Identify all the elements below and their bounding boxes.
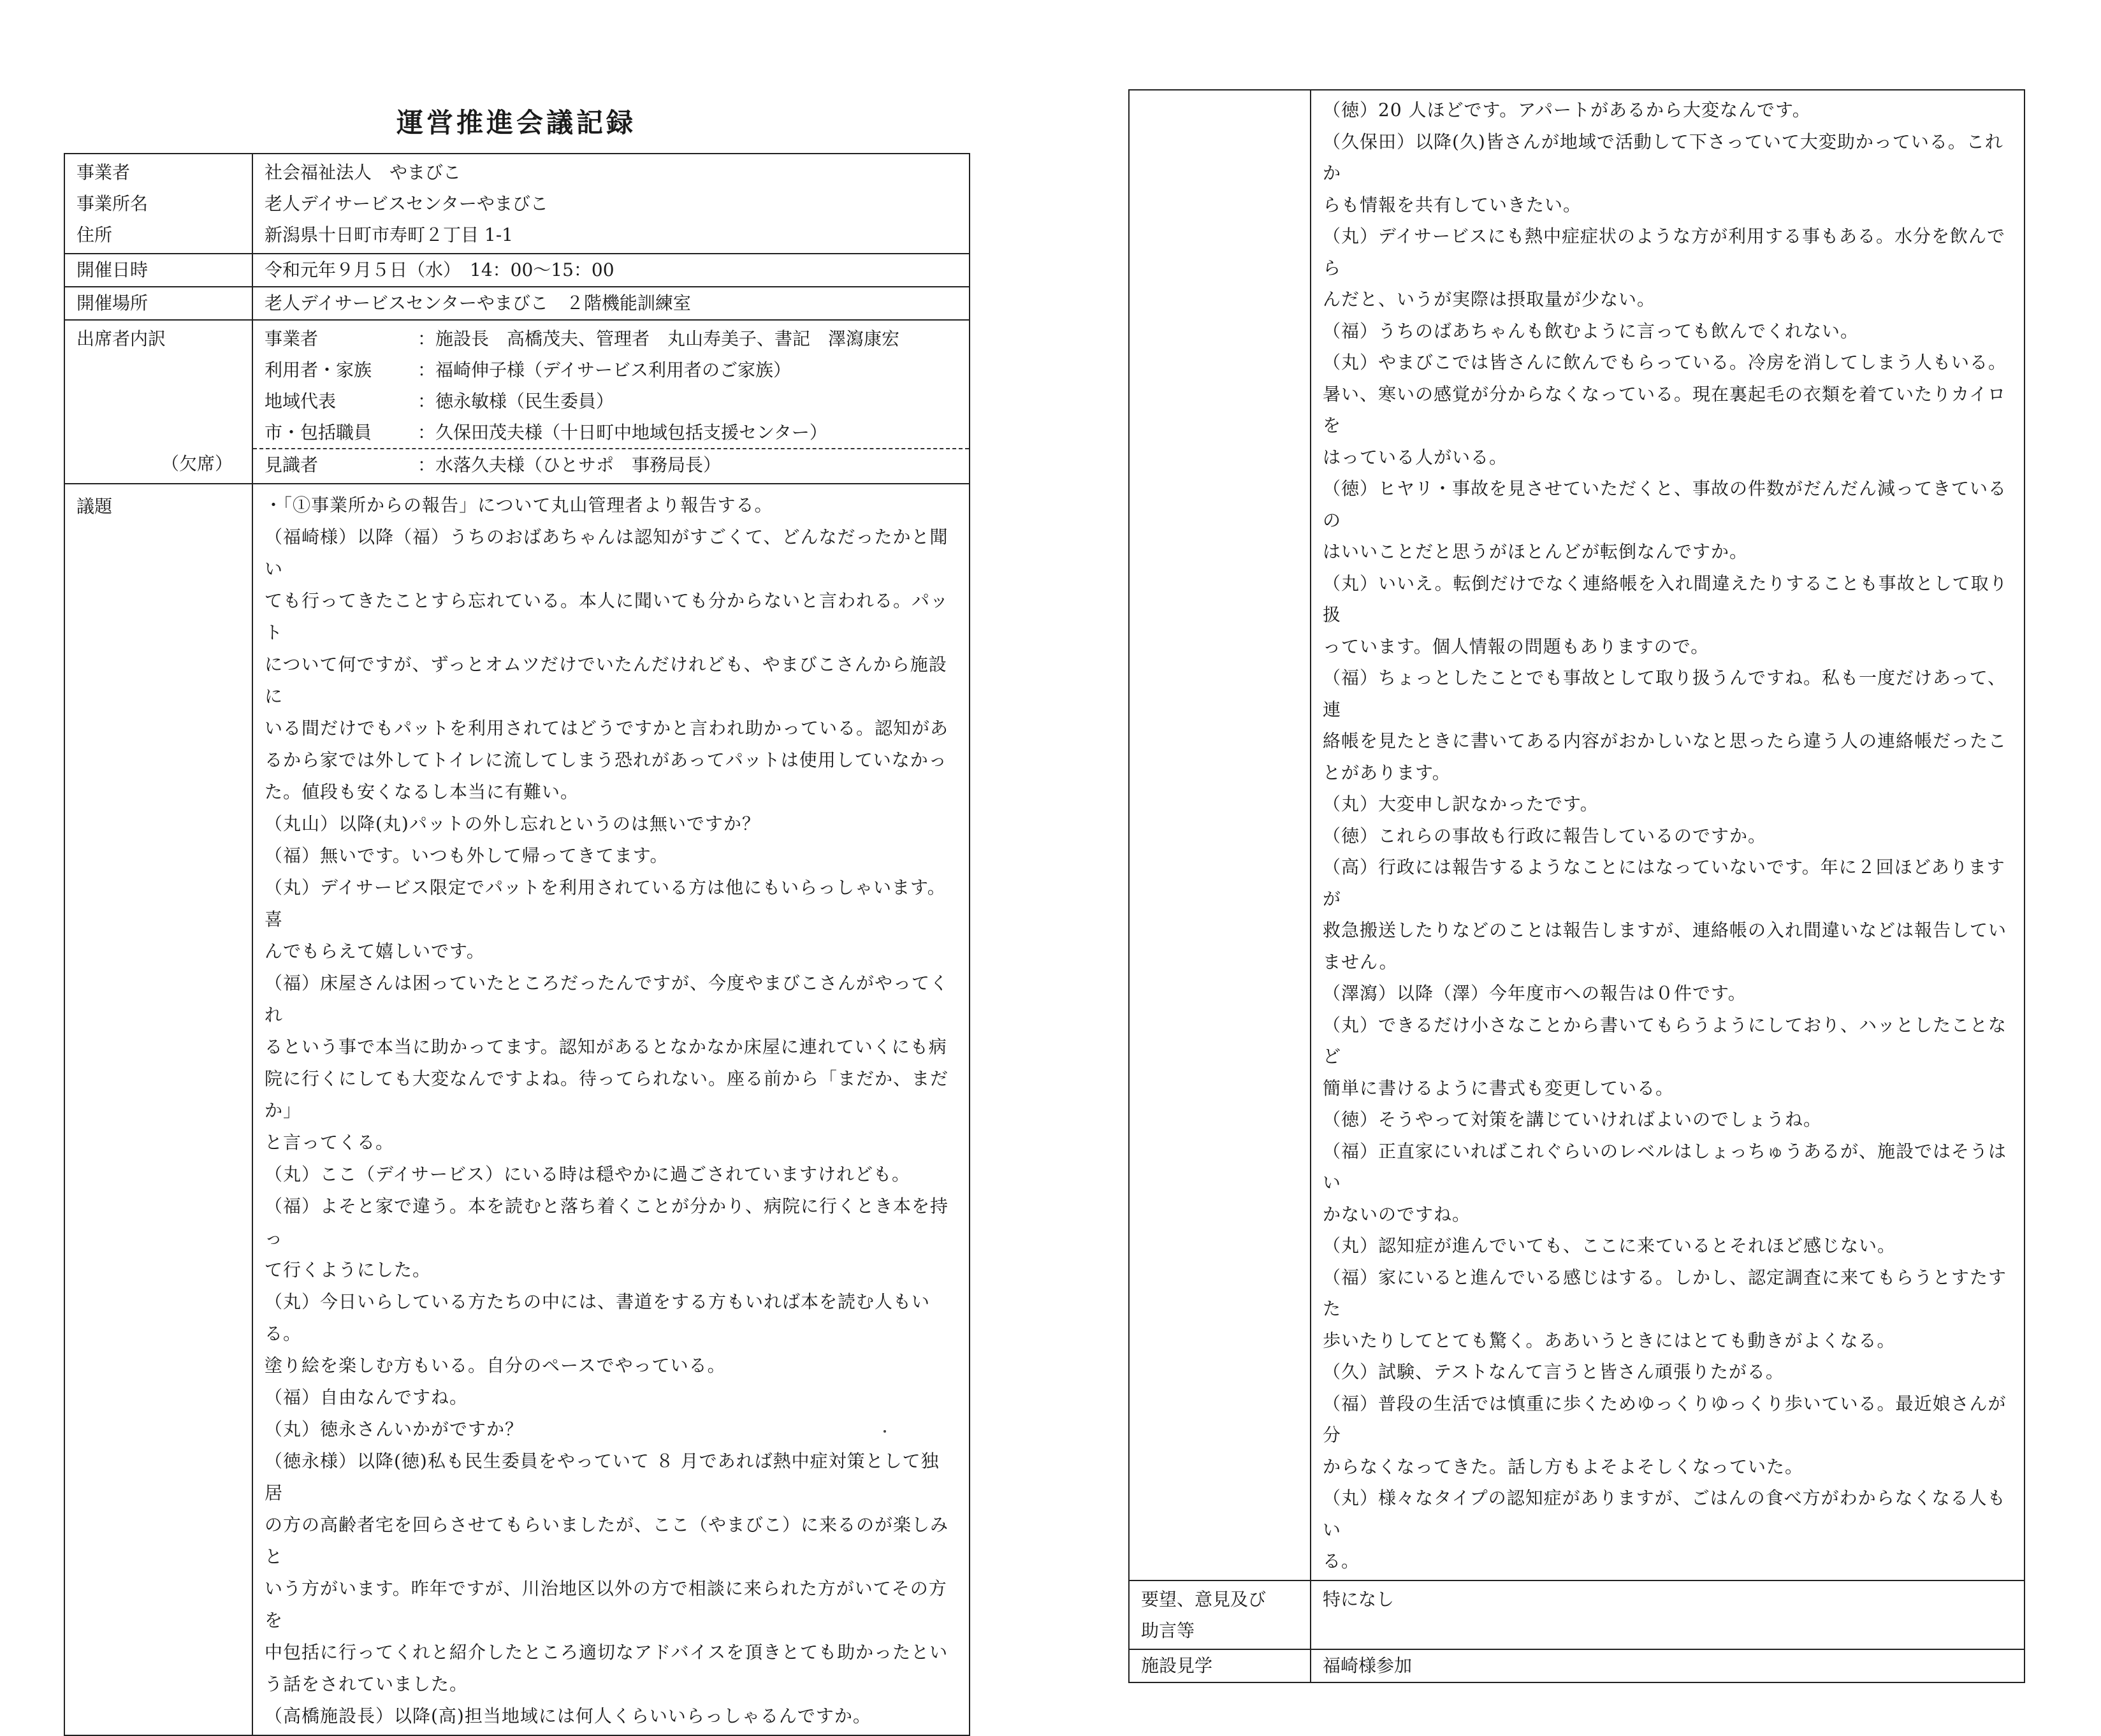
attendee-names: ：福崎伸子様（デイサービス利用者のご家族） bbox=[418, 359, 792, 380]
minutes-line: （澤瀉）以降（澤）今年度市への報告は０件です。 bbox=[1323, 983, 1747, 1004]
minutes-line: いる間だけでもパットを利用されてはどうですかと言われ助かっている。認知があ bbox=[265, 718, 949, 739]
agenda-label: 議題 bbox=[64, 484, 252, 1735]
minutes-line: て行くようにした。 bbox=[265, 1259, 432, 1280]
minutes-line: からなくなってきた。話し方もよそよそしくなっていた。 bbox=[1323, 1456, 1804, 1477]
minutes-line: （丸）今日いらしている方たちの中には、書道をする方もいれば本を読む人もいる。 bbox=[265, 1291, 931, 1344]
address-value: 新潟県十日町市寿町２丁目 1-1 bbox=[265, 224, 513, 245]
attendees-label-cell bbox=[64, 320, 252, 484]
venue-row bbox=[64, 287, 970, 320]
minutes-continued-label bbox=[1129, 90, 1311, 1580]
minutes-line: （徳）そうやって対策を講じていければよいのでしょうね。 bbox=[1323, 1109, 1822, 1130]
attendee-row bbox=[265, 323, 957, 354]
minutes-line: （丸）やまびこでは皆さんに飲んでもらっている。冷房を消してしまう人もいる。 bbox=[1323, 352, 2007, 373]
document-title: 運営推進会議記録 bbox=[396, 107, 636, 138]
minutes-line: らも情報を共有していきたい。 bbox=[1323, 194, 1582, 215]
minutes-line: いう方がいます。昨年ですが、川治地区以外の方で相談に来られた方がいてその方を bbox=[265, 1578, 947, 1631]
attendee-names: ：徳永敏様（民生委員） bbox=[418, 390, 614, 412]
absent-label: （欠席） bbox=[161, 453, 233, 474]
requests-value: 特になし bbox=[1311, 1580, 2025, 1649]
minutes-line: （丸）大変申し訳なかったです。 bbox=[1323, 793, 1599, 814]
minutes-line: 簡単に書けるように書式も変更している。 bbox=[1323, 1077, 1675, 1099]
minutes-line: 救急搬送したりなどのことは報告しますが、連絡帳の入れ間違いなどは報告してい bbox=[1323, 920, 2007, 941]
minutes-line: （高）行政には報告するようなことにはなっていないです。年に２回ほどありますが bbox=[1323, 857, 2005, 909]
date-row bbox=[64, 254, 970, 287]
minutes-line: （丸）ここ（デイサービス）にいる時は穏やかに過ごされていますけれども。 bbox=[265, 1164, 911, 1185]
minutes-line: （丸）できるだけ小さなことから書いてもらうようにしており、ハッとしたことなど bbox=[1323, 1014, 2007, 1067]
minutes-line: （徳）ヒヤリ・事故を見させていただくと、事故の件数がだんだん減ってきているの bbox=[1323, 478, 2007, 531]
attendee-row-absent bbox=[253, 448, 969, 481]
minutes-line: 暑い、寒いの感覚が分からなくなっている。現在裏起毛の衣類を着ていたりカイロを bbox=[1323, 383, 2007, 436]
minutes-line: （徳永様）以降(徳)私も民生委員をやっていて ８ 月であれば熱中症対策として独居 bbox=[265, 1450, 940, 1503]
operator-label: 事業者 bbox=[76, 162, 131, 183]
minutes-line: （福）ちょっとしたことでも事故として取り扱うんですね。私も一度だけあって、連 bbox=[1323, 667, 2007, 720]
minutes-continued-row bbox=[1129, 90, 2025, 1580]
attendee-role: 見識者 bbox=[265, 454, 319, 475]
minutes-line: （丸）徳永さんいかがですか？ bbox=[265, 1419, 524, 1440]
minutes-line: （久保田）以降(久)皆さんが地域で活動して下さっていて大変助かっている。これか bbox=[1323, 131, 2003, 184]
agenda-minutes-continued bbox=[1311, 90, 2025, 1580]
minutes-line: （丸）様々なタイプの認知症がありますが、ごはんの食べ方がわからなくなる人もい bbox=[1323, 1487, 2006, 1540]
minutes-line: （丸）認知症が進んでいても、ここに来ているとそれほど感じない。 bbox=[1323, 1235, 1896, 1256]
minutes-line: るという事で本当に助かってます。認知があるとなかなか床屋に連れていくにも病 bbox=[265, 1036, 947, 1057]
attendee-names: ：久保田茂夫様（十日町中地域包括支援センター） bbox=[418, 421, 827, 443]
attendee-row bbox=[265, 386, 957, 417]
date-label: 開催日時 bbox=[64, 254, 252, 287]
meeting-record-table-continued bbox=[1128, 89, 2025, 1683]
requests-label-line: 助言等 bbox=[1141, 1619, 1195, 1641]
requests-row bbox=[1129, 1580, 2025, 1649]
agenda-row bbox=[64, 484, 970, 1735]
minutes-line: （福）自由なんですね。 bbox=[265, 1387, 469, 1408]
minutes-line: （福）正直家にいればこれぐらいのレベルはしょっちゅうあるが、施設ではそうはい bbox=[1323, 1140, 2007, 1193]
minutes-line: （丸）デイサービス限定でパットを利用されている方は他にもいらっしゃいます。喜 bbox=[265, 877, 946, 930]
minutes-line: はいいことだと思うがほとんどが転倒なんですか。 bbox=[1323, 541, 1748, 562]
tour-row bbox=[1129, 1649, 2025, 1682]
minutes-line: （丸）いいえ。転倒だけでなく連絡帳を入れ間違えたりすることも事故として取り扱 bbox=[1323, 572, 2008, 625]
minutes-line: っています。個人情報の問題もありますので。 bbox=[1323, 635, 1710, 657]
minutes-line: （丸山）以降(丸)パットの外し忘れというのは無いですか？ bbox=[265, 813, 760, 834]
organization-values bbox=[252, 154, 970, 254]
minutes-line: 歩いたりしてとても驚く。ああいうときにはとても動きがよくなる。 bbox=[1323, 1329, 1896, 1351]
attendees-label: 出席者内訳 bbox=[76, 328, 166, 349]
operator-value: 社会福祉法人 やまびこ bbox=[265, 162, 462, 183]
minutes-line: んだと、いうが実際は摂取量が少ない。 bbox=[1323, 289, 1656, 310]
venue-label: 開催場所 bbox=[64, 287, 252, 320]
minutes-line: （福）うちのばあちゃんも飲むように言っても飲んでくれない。 bbox=[1323, 320, 1859, 342]
minutes-line: （福）無いです。いつも外して帰ってきてます。 bbox=[265, 845, 669, 866]
facility-name-value: 老人デイサービスセンターやまびこ bbox=[265, 193, 548, 214]
minutes-line: （徳）20 人ほどです。アパートがあるから大変なんです。 bbox=[1323, 99, 1811, 120]
minutes-line: の方の高齢者宅を回らさせてもらいましたが、ここ（やまびこ）に来るのが楽しみと bbox=[265, 1514, 949, 1567]
left-page bbox=[0, 0, 1050, 1726]
requests-label bbox=[1129, 1580, 1311, 1649]
attendees-row bbox=[64, 320, 970, 484]
minutes-line: ても行ってきたことすら忘れている。本人に聞いても分からないと言われる。パット bbox=[265, 590, 949, 643]
venue-value: 老人デイサービスセンターやまびこ ２階機能訓練室 bbox=[252, 287, 970, 320]
minutes-line: について何ですが、ずっとオムツだけでいたんだけれども、やまびこさんから施設に bbox=[265, 654, 947, 707]
minutes-line: （高橋施設長）以降(高)担当地域には何人くらいいらっしゃるんですか。 bbox=[265, 1705, 871, 1726]
facility-name-label: 事業所名 bbox=[76, 193, 149, 214]
minutes-line: （丸）デイサービスにも熱中症症状のような方が利用する事もある。水分を飲んでら bbox=[1323, 226, 2006, 278]
minutes-line: た。値段も安くなるし本当に有難い。 bbox=[265, 781, 579, 802]
minutes-line: （福）家にいると進んでいる感じはする。しかし、認定調査に来てもらうとすたすた bbox=[1323, 1266, 2007, 1319]
attendee-role: 利用者・家族 bbox=[265, 359, 372, 380]
tour-label: 施設見学 bbox=[1129, 1649, 1311, 1682]
minutes-line: （徳）これらの事故も行政に報告しているのですか。 bbox=[1323, 825, 1767, 846]
minutes-line: （福）床屋さんは困っていたところだったんですが、今度やまびこさんがやってくれ bbox=[265, 973, 949, 1025]
date-value: 令和元年９月５日（水） 14：00～15：00 bbox=[252, 254, 970, 287]
attendee-names: ：施設長 高橋茂夫、管理者 丸山寿美子、書記 澤瀉康宏 bbox=[418, 328, 900, 349]
attendee-row bbox=[265, 417, 957, 448]
address-label: 住所 bbox=[76, 224, 113, 245]
attendee-role: 地域代表 bbox=[265, 390, 337, 412]
minutes-line: るから家では外してトイレに流してしまう恐れがあってパットは使用していなかっ bbox=[265, 749, 947, 770]
minutes-line: とがあります。 bbox=[1323, 762, 1451, 783]
attendee-role: 市・包括職員 bbox=[265, 421, 372, 443]
attendee-role: 事業者 bbox=[265, 328, 319, 349]
minutes-line: 絡帳を見たときに書いてある内容がおかしいなと思ったら違う人の連絡帳だったこ bbox=[1323, 730, 2007, 751]
organization-labels bbox=[64, 154, 252, 254]
attendee-names: ：水落久夫様（ひとサポ 事務局長） bbox=[418, 454, 722, 475]
minutes-line: （福）よそと家で違う。本を読むと落ち着くことが分かり、病院に行くとき本を持っ bbox=[265, 1196, 949, 1248]
minutes-line: はっている人がいる。 bbox=[1323, 446, 1508, 468]
minutes-line: 院に行くにしても大変なんですよね。待ってられない。座る前から「まだか、まだか」 bbox=[265, 1068, 949, 1121]
organization-row bbox=[64, 154, 970, 254]
minutes-line: 中包括に行ってくれと紹介したところ適切なアドバイスを頂きとても助かったとい bbox=[265, 1642, 949, 1663]
agenda-minutes bbox=[252, 484, 970, 1735]
minutes-line: 塗り絵を楽しむ方もいる。自分のペースでやっている。 bbox=[265, 1355, 726, 1376]
minutes-line: （福）普段の生活では慎重に歩くためゆっくりゆっくり歩いている。最近娘さんが分 bbox=[1323, 1392, 2007, 1445]
minutes-line: （久）試験、テストなんて言うと皆さん頑張りたがる。 bbox=[1323, 1361, 1784, 1382]
minutes-line: う話をされていました。 bbox=[265, 1674, 469, 1695]
attendees-list bbox=[252, 320, 970, 484]
meeting-record-table bbox=[64, 153, 970, 1736]
minutes-line: んでもらえて嬉しいです。 bbox=[265, 941, 485, 962]
tour-value: 福崎様参加 bbox=[1311, 1649, 2025, 1682]
requests-label-line: 要望、意見及び bbox=[1141, 1588, 1267, 1610]
scan-speck bbox=[883, 1430, 886, 1433]
minutes-line: と言ってくる。 bbox=[265, 1132, 395, 1153]
minutes-line: （福崎様）以降（福）うちのおばあちゃんは認知がすごくて、どんなだったかと聞い bbox=[265, 526, 949, 579]
minutes-line: ません。 bbox=[1323, 951, 1398, 973]
minutes-line: かないのですね。 bbox=[1323, 1203, 1471, 1225]
attendee-row bbox=[265, 354, 957, 386]
minutes-line: る。 bbox=[1323, 1551, 1360, 1572]
minutes-line: ・「①事業所からの報告」について丸山管理者より報告する。 bbox=[265, 495, 773, 516]
